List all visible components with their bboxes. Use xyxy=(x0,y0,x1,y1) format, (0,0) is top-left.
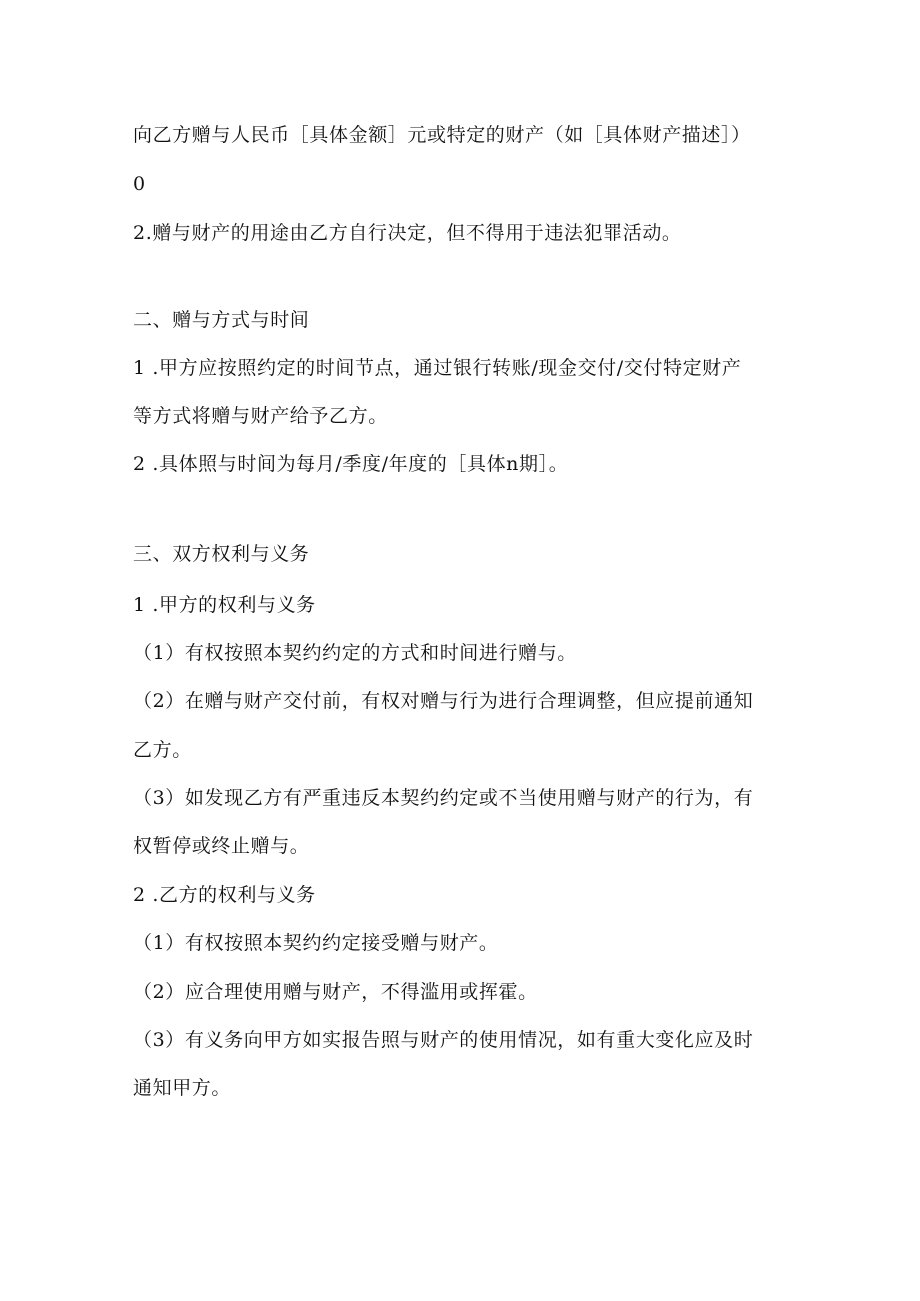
list-item: （1）有权按照本契约约定接受赠与财产。 xyxy=(133,932,499,954)
list-item: （2）应合理使用赠与财产，不得滥用或挥霍。 xyxy=(133,981,538,1003)
list-item-continuation: 权暂停或终止赠与。 xyxy=(133,835,310,857)
list-item-continuation: 通知甲方。 xyxy=(133,1077,232,1099)
subsection-heading: 2 .乙方的权利与义务 xyxy=(133,884,316,906)
paragraph-line: 向乙方赠与人民币［具体金额］元或特定的财产（如［具体财产描述］） xyxy=(133,124,751,146)
list-item: （1）有权按照本契约约定的方式和时间进行赠与。 xyxy=(133,642,577,664)
section-heading: 三、双方权利与义务 xyxy=(133,543,310,565)
list-item: （2）在赠与财产交付前，有权对赠与行为进行合理调整，但应提前通知 xyxy=(133,690,754,712)
paragraph-line: 等方式将赠与财产给予乙方。 xyxy=(133,405,388,427)
paragraph-line: 2.赠与财产的用途由乙方自行决定，但不得用于违法犯罪活动。 xyxy=(133,222,682,244)
section-heading: 二、赠与方式与时间 xyxy=(133,309,310,331)
paragraph-line: 0 xyxy=(133,173,146,195)
paragraph-line: 1 .甲方应按照约定的时间节点，通过银行转账/现金交付/交付特定财产 xyxy=(133,357,742,379)
list-item-continuation: 乙方。 xyxy=(133,739,192,761)
subsection-heading: 1 .甲方的权利与义务 xyxy=(133,594,316,616)
paragraph-line: 2 .具体照与时间为每月/季度/年度的［具体n期］。 xyxy=(133,453,569,475)
list-item: （3）有义务向甲方如实报告照与财产的使用情况，如有重大变化应及时 xyxy=(133,1029,754,1051)
list-item: （3）如发现乙方有严重违反本契约约定或不当使用赠与财产的行为，有 xyxy=(133,787,754,809)
